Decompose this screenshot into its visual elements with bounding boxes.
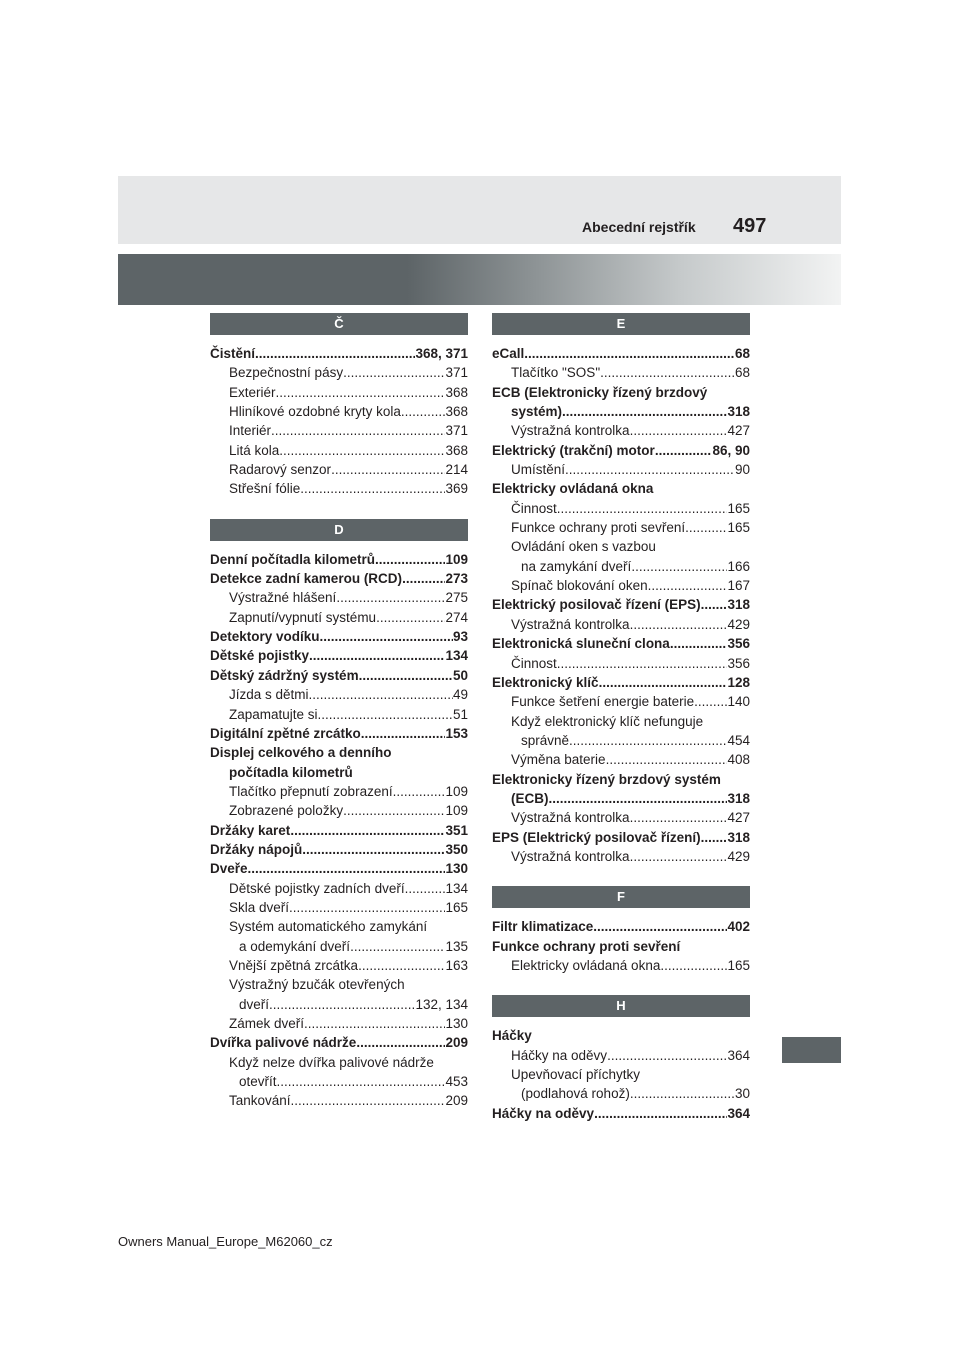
dot-leader [361,724,446,743]
index-entry-term: Funkce šetření energie baterie [511,694,695,710]
dot-leader [569,731,727,750]
section-gap [492,975,750,995]
index-entry-page: 371 [445,365,468,381]
index-entry-page: 318 [727,829,750,845]
index-entry-page: 86, 90 [712,442,750,458]
index-entry[interactable] [492,789,750,808]
index-entry-term: Činnost [511,500,557,516]
index-entry-page: 429 [727,848,750,864]
index-entry[interactable] [492,518,750,537]
index-entry-term: Displej celkového a denního [210,745,392,761]
index-entry-term: Když nelze dvířka palivové nádrže [229,1054,434,1070]
index-entry[interactable] [210,937,468,956]
index-entry-page: 165 [445,899,468,915]
index-entry-term: Držáky nápojů [210,841,303,857]
index-entry-page: 130 [445,861,468,877]
index-entry-page: 364 [727,1105,750,1121]
dot-leader [376,608,445,627]
index-entry-page: 368 [445,442,468,458]
dot-leader [276,383,446,402]
index-entry[interactable] [492,692,750,711]
index-entry[interactable] [492,402,750,421]
index-entry[interactable] [210,383,468,402]
index-entry[interactable] [210,898,468,917]
index-entry[interactable] [492,634,750,653]
index-entry-page: 429 [727,616,750,632]
index-entry[interactable] [210,627,468,646]
dot-leader [356,1033,445,1052]
index-entry-term: Elektricky ovládaná okna [492,481,654,497]
dot-leader [277,1072,446,1091]
index-entry-term: Háčky na oděvy [492,1105,595,1121]
dot-leader [607,1046,727,1065]
index-entry[interactable] [210,479,468,498]
index-entry-term: (ECB) [511,790,549,806]
index-entry-term: Systém automatického zamykání [229,919,428,935]
index-entry[interactable] [492,937,750,956]
dot-leader [630,615,728,634]
index-entry-term: Výměna baterie [511,752,606,768]
dot-leader [594,1104,727,1123]
index-entry[interactable] [492,847,750,866]
dot-leader [630,421,728,440]
index-entry-page: 90 [734,462,750,478]
index-entry-page: 454 [727,732,750,748]
index-entry-page: 68 [734,365,750,381]
index-entry-page: 166 [727,558,750,574]
index-entry[interactable] [210,763,468,782]
index-entry-term: Výstražná kontrolka [511,810,630,826]
index-entry-term: počítadla kilometrů [229,764,353,780]
dot-leader [701,595,728,614]
index-entry[interactable] [210,421,468,440]
index-entry[interactable] [492,917,750,936]
dot-leader [600,363,735,382]
index-entry-term: Zapnutí/vypnutí systému [229,609,377,625]
section-letter-header: D [210,519,468,541]
dot-leader [701,828,728,847]
index-entry-term: Upevňovací příchytky [511,1067,641,1082]
index-entry-term: a odemykání dveří [239,938,351,954]
index-entry[interactable] [210,879,468,898]
index-entry-term: Elektricky ovládaná okna [511,957,661,973]
dot-leader [557,654,728,673]
index-entry-page: 408 [727,752,750,768]
index-entry-term: (podlahová rohož) [521,1086,630,1102]
index-entry[interactable] [492,673,750,692]
dot-leader [248,859,446,878]
dot-leader [279,441,445,460]
index-entry[interactable] [492,499,750,518]
index-entry-term: Háčky na oděvy [511,1047,608,1063]
index-entry[interactable] [210,666,468,685]
index-entry[interactable] [492,479,750,498]
index-entry-term: Funkce ochrany proti sevření [511,520,686,536]
index-entry[interactable] [492,595,750,614]
index-entry[interactable] [210,724,468,743]
index-entry-page: 132, 134 [415,996,468,1012]
index-entry[interactable] [492,460,750,479]
dot-leader [269,995,415,1014]
index-entry-term: Elektronicky řízený brzdový systém [492,771,721,787]
page-number: 497 [733,215,767,237]
index-entry[interactable] [210,995,468,1014]
index-entry-term: Dětský zádržný systém [210,667,359,683]
index-entry-page: 109 [445,551,468,567]
index-entry-page: 128 [727,674,750,690]
index-entry-page: 49 [452,687,468,703]
dot-leader [300,479,445,498]
dot-leader [401,402,446,421]
section-letter-header: E [492,313,750,335]
dot-leader [291,1091,446,1110]
dot-leader [557,499,728,518]
index-entry-term: Spínač blokování oken [511,578,648,594]
index-entry-page: 68 [734,346,750,361]
dot-leader [524,344,735,363]
index-entry[interactable] [492,363,750,382]
index-entry[interactable] [210,1072,468,1091]
dot-leader [318,705,453,724]
section-gap [210,499,468,519]
index-entry-page: 318 [727,404,750,420]
index-entry-term: otevřít [239,1074,277,1090]
index-entry[interactable] [492,1084,750,1103]
index-entry[interactable] [210,363,468,382]
index-entry-page: 130 [445,1016,468,1031]
index-entry-page: 427 [727,423,750,439]
index-entry-term: Jízda s dětmi [229,687,309,703]
dot-leader [375,550,445,569]
index-entry-term: Skla dveří [229,899,290,915]
index-entry-term: Elektrický posilovač řízení (EPS) [492,597,701,613]
index-entry[interactable] [210,460,468,479]
index-entry-term: Zámek dveří [229,1016,305,1031]
footer-text: Owners Manual_Europe_M62060_cz [118,1234,333,1249]
index-entry[interactable] [210,1014,468,1033]
index-entry-page: 209 [445,1093,468,1109]
index-entry[interactable] [210,801,468,820]
index-entry-term: Elektronický klíč [492,674,599,690]
index-entry-page: 30 [734,1086,750,1102]
index-entry[interactable] [492,441,750,460]
index-entry[interactable] [492,1104,750,1123]
section-gap [492,866,750,886]
index-entry-term: dveří [239,996,270,1012]
index-entry[interactable] [492,731,750,750]
index-entry-term: Dětské pojistky zadních dveří [229,880,405,896]
dot-leader [358,956,445,975]
index-entry-term: EPS (Elektrický posilovač řízení) [492,829,701,845]
index-entry-term: Háčky [492,1028,532,1044]
index-entry-term: Funkce ochrany proti sevření [492,938,681,954]
index-entry-page: 135 [445,938,468,954]
index-entry[interactable] [210,956,468,975]
index-entry-page: 165 [727,520,750,536]
index-entry-term: Výstražná kontrolka [511,616,630,632]
index-entry-term: Když elektronický klíč nefunguje [511,713,704,729]
dot-leader [331,460,445,479]
dot-leader [631,557,727,576]
index-entry[interactable] [492,344,750,363]
index-entry-page: 273 [445,571,468,587]
index-entry-page: 50 [452,667,468,683]
dot-leader [350,937,445,956]
index-entry-term: Elektrický (trakční) motor [492,442,655,458]
dot-leader [289,898,445,917]
dot-leader [599,673,728,692]
dot-leader [648,576,728,595]
index-entry-term: Činnost [511,655,557,671]
index-entry[interactable] [492,654,750,673]
index-entry-term: Dvířka palivové nádrže [210,1035,357,1051]
section-title: Abecední rejstřík [582,219,696,235]
index-entry-term: Bezpečnostní pásy [229,365,344,381]
index-entry[interactable] [492,1065,750,1084]
index-entry-page: 51 [452,706,468,722]
index-entry-term: Držáky karet [210,822,291,838]
index-entry[interactable] [492,956,750,975]
chapter-tab[interactable] [782,1037,841,1063]
index-entry-page: 351 [445,822,468,838]
index-entry-term: Výstražná kontrolka [511,848,630,864]
index-entry[interactable] [492,1046,750,1065]
index-column-right [492,313,750,1123]
index-entry-page: 209 [445,1035,468,1051]
index-entry-page: 350 [445,841,468,857]
index-entry-page: 318 [727,597,750,613]
index-entry-page: 93 [452,629,468,645]
index-entry[interactable] [210,859,468,878]
dot-leader [593,917,727,936]
index-entry-page: 134 [445,648,468,664]
index-entry[interactable] [210,821,468,840]
dot-leader [343,363,445,382]
index-entry-page: 318 [727,790,750,806]
header-gradient-bar [118,254,841,305]
dot-leader [549,789,728,808]
index-entry[interactable] [492,576,750,595]
dot-leader [290,821,445,840]
index-entry[interactable] [210,1091,468,1110]
index-entry[interactable] [492,1026,750,1045]
index-entry-page: 427 [727,810,750,826]
index-entry[interactable] [210,782,468,801]
dot-leader [630,847,728,866]
dot-leader [320,627,453,646]
index-entry-page: 167 [727,578,750,594]
dot-leader [562,402,727,421]
dot-leader [660,956,727,975]
index-entry[interactable] [492,770,750,789]
index-entry-page: 402 [727,919,750,935]
dot-leader [685,518,727,537]
index-entry[interactable] [210,1033,468,1052]
dot-leader [359,666,453,685]
index-entry[interactable] [210,402,468,421]
index-entry-term: Denní počítadla kilometrů [210,551,376,567]
index-entry-term: Tlačítko přepnutí zobrazení [229,783,393,799]
index-entry-page: 364 [727,1047,750,1063]
dot-leader [393,782,446,801]
index-entry-term: ECB (Elektronicky řízený brzdový [492,384,708,400]
index-entry-term: Výstražná kontrolka [511,423,630,439]
index-entry[interactable] [210,685,468,704]
index-entry-term: eCall [492,346,525,361]
index-entry[interactable] [492,808,750,827]
index-entry[interactable] [492,750,750,769]
index-entry[interactable] [492,557,750,576]
index-entry[interactable] [492,828,750,847]
dot-leader [670,634,728,653]
index-entry-term: Filtr klimatizace [492,919,594,935]
index-entry-term: Výstražný bzučák otevřených [229,977,405,993]
index-entry[interactable] [210,917,468,936]
dot-leader [655,441,713,460]
dot-leader [309,646,445,665]
index-entry-term: správně [521,732,570,748]
index-entry[interactable] [492,383,750,402]
index-entry-page: 356 [727,636,750,652]
dot-leader [606,750,728,769]
index-entry-term: Tankování [229,1093,291,1109]
index-entry[interactable] [210,705,468,724]
index-entry-page: 134 [445,880,468,896]
index-entry-term: Zapamatujte si [229,706,318,722]
index-entry-page: 453 [445,1074,468,1090]
index-entry-page: 165 [727,500,750,516]
index-entry[interactable] [210,588,468,607]
index-entry-term: Dveře [210,861,248,877]
index-entry-term: Detektory vodíku [210,629,320,645]
section-letter-header: Č [210,313,468,335]
dot-leader [565,460,735,479]
index-entry-page: 214 [445,462,468,478]
index-entry-term: Zobrazené položky [229,803,344,819]
index-entry[interactable] [210,743,468,762]
index-entry[interactable] [210,608,468,627]
index-entry-page: 369 [445,481,468,497]
section-letter-header: F [492,886,750,908]
index-entry-term: Exteriér [229,384,276,400]
index-entry-page: 275 [445,590,468,606]
index-entry-term: Výstražné hlášení [229,590,337,606]
index-entry[interactable] [492,712,750,731]
index-entry-term: Ovládání oken s vazbou [511,539,656,555]
index-entry-term: Čistění [210,346,256,361]
index-entry[interactable] [210,975,468,994]
index-entry-term: Elektronická sluneční clona [492,636,670,652]
dot-leader [302,840,445,859]
index-entry[interactable] [210,441,468,460]
index-entry[interactable] [210,569,468,588]
index-entry-term: Digitální zpětné zrcátko [210,725,361,741]
index-entry[interactable] [210,550,468,569]
dot-leader [630,1084,735,1103]
dot-leader [309,685,453,704]
index-entry[interactable] [210,1053,468,1072]
index-entry-page: 368 [445,404,468,420]
index-entry-term: systém) [511,404,563,420]
dot-leader [405,879,446,898]
index-entry[interactable] [492,421,750,440]
index-entry[interactable] [492,615,750,634]
index-entry-term: Umístění [511,462,566,478]
index-entry-term: Radarový senzor [229,462,332,478]
index-entry-page: 368, 371 [415,346,468,361]
index-entry-term: Litá kola [229,442,280,458]
index-entry-page: 109 [445,783,468,799]
dot-leader [343,801,445,820]
index-entry-page: 153 [445,725,468,741]
dot-leader [255,344,415,363]
index-entry-term: Dětské pojistky [210,648,310,664]
dot-leader [402,569,445,588]
index-entry-term: Interiér [229,423,272,439]
dot-leader [336,588,445,607]
index-entry-term: Hliníkové ozdobné kryty kola [229,404,401,420]
dot-leader [271,421,445,440]
index-entry-page: 371 [445,423,468,439]
index-entry[interactable] [492,537,750,556]
dot-leader [630,808,728,827]
index-entry[interactable] [210,840,468,859]
index-entry-page: 109 [445,803,468,819]
index-entry-term: Střešní fólie [229,481,301,497]
index-column-left [210,313,468,1111]
dot-leader [694,692,727,711]
index-entry-page: 140 [727,694,750,710]
index-entry-page: 163 [445,957,468,973]
index-entry[interactable] [210,344,468,363]
index-entry[interactable] [210,646,468,665]
index-entry-page: 165 [727,957,750,973]
index-entry-page: 274 [445,609,468,625]
index-entry-page: 356 [727,655,750,671]
section-letter-header: H [492,995,750,1017]
dot-leader [304,1014,445,1033]
index-entry-term: Vnější zpětná zrcátka [229,957,359,973]
index-entry-term: na zamykání dveří [521,558,632,574]
index-entry-term: Tlačítko "SOS" [511,365,601,381]
index-entry-term: Detekce zadní kamerou (RCD) [210,571,403,587]
index-entry-page: 368 [445,384,468,400]
